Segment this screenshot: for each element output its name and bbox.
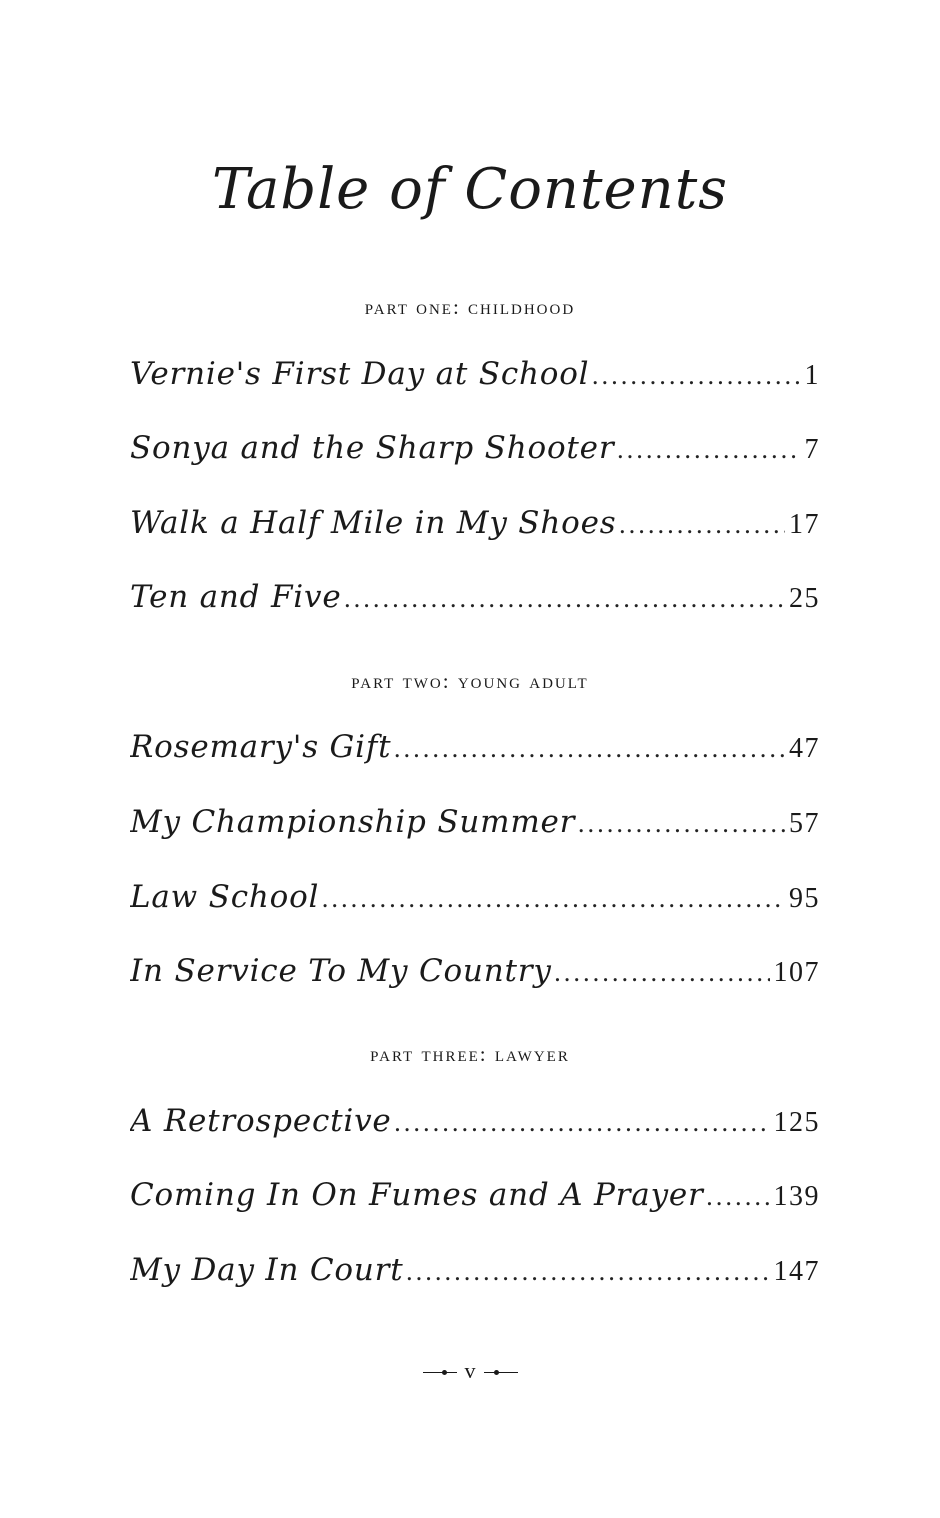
page-footer — [0, 1356, 940, 1386]
dot-leader — [393, 735, 785, 763]
dot-leader — [394, 1109, 770, 1137]
toc-entry-page: 139 — [773, 1181, 820, 1212]
toc-entry[interactable] — [130, 579, 820, 623]
toc-entry-title: My Championship Summer — [130, 804, 576, 840]
toc-entry-title: In Service To My Country — [130, 953, 552, 989]
ornament-right-icon — [484, 1372, 518, 1373]
toc-entry[interactable] — [130, 953, 820, 997]
dot-leader — [343, 585, 785, 613]
toc-entry-page: 95 — [789, 883, 820, 914]
dot-leader — [321, 885, 785, 913]
toc-entry-title: A Retrospective — [130, 1103, 392, 1139]
toc-entry-page: 17 — [789, 509, 820, 540]
toc-entry-page: 25 — [789, 583, 820, 614]
ornament-left-icon — [423, 1372, 457, 1373]
page-title: Table of Contents — [212, 157, 728, 222]
dot-leader — [554, 959, 770, 987]
toc-entry[interactable] — [130, 1252, 820, 1296]
toc-entry-title: Coming In On Fumes and A Prayer — [130, 1177, 704, 1213]
toc-entry-page: 47 — [789, 733, 820, 764]
toc-entry-page: 147 — [773, 1256, 820, 1287]
dot-leader — [616, 436, 800, 464]
toc-entry-page: 1 — [804, 360, 820, 391]
toc-entry[interactable] — [130, 430, 820, 474]
toc-entry[interactable] — [130, 505, 820, 549]
dot-leader — [591, 362, 800, 390]
part-heading: part one: childhood — [364, 295, 576, 319]
toc-entry-page: 57 — [789, 808, 820, 839]
toc-entry-page: 125 — [773, 1107, 820, 1138]
toc-entry-title: My Day In Court — [130, 1252, 404, 1288]
part-heading: part three: lawyer — [370, 1042, 570, 1066]
toc-entry[interactable] — [130, 356, 820, 400]
toc-entry[interactable] — [130, 1177, 820, 1221]
dot-leader — [406, 1258, 770, 1286]
toc-entry[interactable] — [130, 1103, 820, 1147]
toc-entry[interactable] — [130, 729, 820, 773]
dot-leader — [706, 1183, 770, 1211]
page-number: v — [464, 1358, 476, 1383]
toc-entry-page: 107 — [773, 957, 820, 988]
toc-entry[interactable] — [130, 804, 820, 848]
toc-entry-title: Vernie's First Day at School — [130, 356, 590, 392]
toc-entry-title: Law School — [130, 879, 320, 915]
dot-leader — [577, 810, 785, 838]
toc-entry-title: Rosemary's Gift — [130, 729, 392, 765]
toc-entry-page: 7 — [804, 434, 820, 465]
toc-entry-title: Ten and Five — [130, 579, 342, 615]
toc-entry[interactable] — [130, 879, 820, 923]
toc-entry-title: Sonya and the Sharp Shooter — [130, 430, 615, 466]
dot-leader — [618, 511, 785, 539]
part-heading: part two: young adult — [351, 669, 589, 693]
toc-entry-title: Walk a Half Mile in My Shoes — [130, 505, 617, 541]
